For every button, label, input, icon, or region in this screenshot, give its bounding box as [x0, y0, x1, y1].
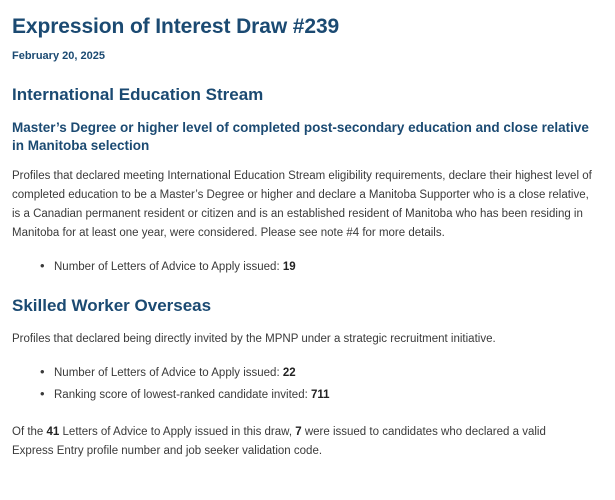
page-title: Expression of Interest Draw #239 [12, 15, 340, 38]
list-item [54, 257, 603, 277]
statistic-value: 711 [310, 389, 330, 401]
draw-summary [12, 423, 572, 461]
statistic-value: 22 [282, 367, 296, 379]
summary-middle: Letters of Advice to Apply issued in this draw, [62, 426, 293, 438]
statistic-label: Number of Letters of Advice to Apply issued: [54, 367, 280, 379]
statistics-list [12, 257, 603, 277]
list-item [54, 385, 603, 405]
summary-total-letters: 41 [46, 426, 60, 438]
selection-subheading: Master’s Degree or higher level of completed post-secondary education and close relative in Manitoba selection [12, 120, 589, 153]
stream-section-skilled-worker-overseas [12, 295, 603, 405]
stream-heading: Skilled Worker Overseas [12, 296, 212, 315]
statistic-label: Ranking score of lowest-ranked candidate invited: [54, 389, 308, 401]
statistic-label: Number of Letters of Advice to Apply issued: [54, 261, 280, 273]
stream-section-international-education [12, 84, 603, 277]
stream-heading: International Education Stream [12, 85, 264, 104]
eligibility-paragraph: Profiles that declared meeting International Education Stream eligibility requirements, declare their highest level of completed education to be a Master’s Degree or higher and declare a Manitoba Supporter who is a close relative, is a Canadian permanent resident or citizen and is an established resident of Manitoba who has been residing in Manitoba for at least one year, were considered. Please see note #4 for more details. [12, 170, 592, 239]
eligibility-paragraph: Profiles that declared being directly invited by the MPNP under a strategic recruitment initiative. [12, 333, 496, 345]
draw-date: February 20, 2025 [12, 50, 105, 62]
statistics-list [12, 363, 603, 405]
list-item [54, 363, 603, 383]
statistic-value: 19 [282, 261, 296, 273]
summary-prefix: Of the [12, 426, 44, 438]
summary-suffix: were issued to candidates who declared a valid Express Entry profile number and job seeker validation code. [12, 426, 546, 457]
summary-express-entry-count: 7 [295, 426, 302, 438]
